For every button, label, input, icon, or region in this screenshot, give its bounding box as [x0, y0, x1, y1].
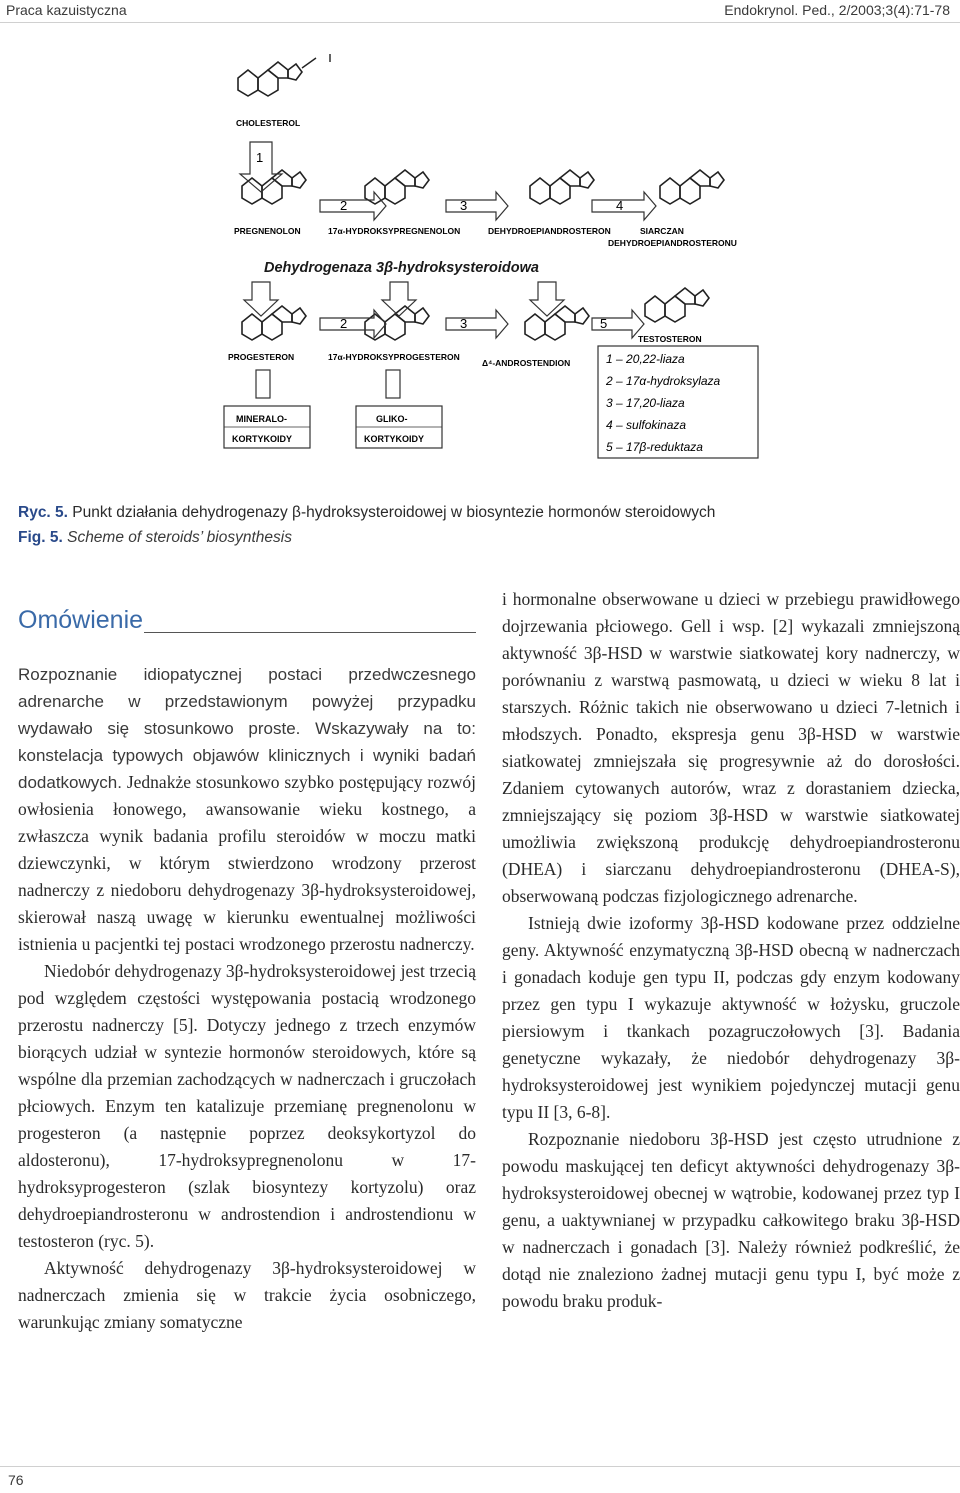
step-number-2-bottom: 2 — [340, 316, 348, 331]
right-column — [502, 586, 960, 1315]
label-sulfate-1: SIARCZAN — [640, 226, 684, 236]
step-number-5: 5 — [600, 316, 608, 331]
caption-polish — [18, 500, 918, 525]
left-column — [18, 661, 476, 1336]
step-number-2-top: 2 — [340, 198, 348, 213]
cholesterol-structure — [238, 62, 302, 96]
paragraph-6: Rozpoznanie niedoboru 3β-HSD jest często utrudnione z powodu maskującej ten deficyt aktywności dehydrogenazy 3β-hydroksysteroidowej obecnej w wątrobie, kodowanej przez typ I genu, a uaktywnianej w przypadku całkowitego braku 3β-HSD w nadnerczach i gonadach [3]. Należy również podkreślić, że dotąd nie znaleziono żadnej mutacji genu typu I, być może z powodu braku produk- — [502, 1129, 960, 1311]
label-progesteron: PROGESTERON — [228, 352, 295, 362]
arrow-step-2-top — [320, 192, 386, 220]
testosteron-structure — [645, 288, 709, 322]
arrow-step-4 — [592, 192, 656, 220]
step-number-4: 4 — [616, 198, 624, 213]
paragraph-1-lead: Rozpoznanie idiopatycznej postaci przedwczesnego adrenarche w przedstawionym powyżej przypadku wydawało się stosunkowo proste. Wskazywały na to: konstelacja typowych objawów klinicznych i wyniki badań dodatkowych. — [18, 665, 476, 792]
running-header — [0, 0, 960, 24]
progesteron-structure — [242, 306, 306, 340]
caption-english — [18, 525, 918, 550]
label-pregnenolon: PREGNENOLON — [234, 226, 301, 236]
paragraph-4: i hormonalne obserwowane u dzieci w przebiegu prawidłowego dojrzewania płciowego. Gell i wsp. [2] wykazali zmniejszoną aktywność 3β-HSD w warstwie siatkowatej kory nadnerczy, w porównaniu z warstwą pasmowatą, u dzieci w wieku 8 lat i starszych. Różnic takich nie obserwowano u dzieci 7-letnich i młodszych. Ponadto, ekspresja genu 3β-HSD w warstwie siatkowatej zmniejszała się progresywnie aż do dorosłości. Zdaniem cytowanych autorów, wraz z dorastaniem dziecka, zmniejszający się poziom 3β-HSD w warstwie siatkowatej umożliwia zwiększoną produkcję dehydroepiandrosteronu (DHEA) i siarczanu dehydroepiandrosteronu (DHEA-S), obserwowaną podczas fizjologicznego adrenarche. — [502, 589, 960, 906]
caption-pl-text: Punkt działania dehydrogenazy β-hydroksysteroidowej w biosyntezie hormonów steroidowych — [67, 504, 716, 521]
paragraph-3: Aktywność dehydrogenazy 3β-hydroksysteroidowej w nadnerczach zmienia się w trakcie życia osobniczego, warunkując zmiany somatyczne — [18, 1258, 476, 1332]
footer-divider — [0, 1466, 960, 1467]
gliko-label-2: KORTYKOIDY — [364, 434, 425, 444]
paragraph-1-body: Jednakże stosunkowo szybko postępujący rozwój owłosienia łonowego, awansowanie wieku kostnego, a zwłaszcza wynik badania profilu steroidów w moczu matki dziewczynki, w którym stwierdzono wrodzony przerost nadnerczy z niedoboru dehydrogenazy 3β-hydroksysteroidowej, skierował naszą uwagę w kierunku ewentualnej możliwości istnienia u pacjentki tej postaci wrodzonego przerostu nadnerczy. — [18, 772, 476, 954]
mineralo-label-2: KORTYKOIDY — [232, 434, 293, 444]
arrow-step-3-bottom — [446, 310, 508, 338]
caption-en-text: Scheme of steroids’ biosynthesis — [62, 529, 292, 546]
page-number: 76 — [8, 1472, 24, 1488]
article-type: Praca kazuistyczna — [6, 2, 127, 18]
pregnenolon-structure — [242, 170, 306, 204]
legend-item-2: 2 – 17α-hydroksylaza — [606, 374, 721, 388]
gliko-label-1: GLIKO- — [376, 414, 408, 424]
label-cholesterol: CHOLESTEROL — [236, 118, 301, 128]
paragraph-5: Istnieją dwie izoformy 3β-HSD kodowane przez oddzielne geny. Aktywność enzymatyczną 3β-HSD obecną w nadnerczach i gonadach koduje gen typu II, podczas gdy enzym kodowany przez gen typu I wykazuje aktywność w łożysku, gruczole piersiowym i tkankach pozagruczołowych [3]. Badania genetyczne wykazały, że niedobór dehydrogenazy 3β-hydroksysteroidowej jest wynikiem pojedynczej mutacji genu typu II [3, 6-8]. — [502, 913, 960, 1122]
legend-item-5: 5 – 17β-reduktaza — [606, 440, 703, 454]
paragraph-1 — [18, 661, 476, 958]
arrow-mineralo — [256, 370, 270, 398]
biosynthesis-diagram — [220, 50, 760, 460]
caption-pl-label: Ryc. 5. — [18, 504, 68, 521]
label-hydroxyprogesteron: 17α-HYDROKSYPROGESTERON — [328, 352, 460, 362]
header-divider — [0, 22, 960, 23]
label-hydroxypregnenolon: 17α-HYDROKSYPREGNENOLON — [328, 226, 461, 236]
step-number-3-bottom: 3 — [460, 316, 468, 331]
legend-item-1: 1 – 20,22-liaza — [606, 352, 685, 366]
dhea-structure — [530, 170, 594, 204]
section-heading — [18, 606, 476, 640]
legend-item-4: 4 – sulfokinaza — [606, 418, 687, 432]
arrow-step-3-top — [446, 192, 508, 220]
step-number-1: 1 — [256, 150, 264, 165]
label-androstendion: Δ⁴-ANDROSTENDION — [482, 358, 571, 368]
caption-en-label: Fig. 5. — [18, 529, 63, 546]
dhea-sulfate-structure — [660, 170, 724, 204]
arrow-gliko — [386, 370, 400, 398]
section-rule — [144, 632, 476, 633]
step-number-3-top: 3 — [460, 198, 468, 213]
journal-citation: Endokrynol. Ped., 2/2003;3(4):71-78 — [724, 2, 950, 18]
mineralo-label-1: MINERALO- — [236, 414, 287, 424]
section-title: Omówienie — [18, 606, 144, 634]
paragraph-2: Niedobór dehydrogenazy 3β-hydroksysteroidowej jest trzecią pod względem częstości występowania postacią wrodzonego przerostu nadnerczy [5]. Dotyczy jednego z trzech enzymów biorących udział w syntezie hormonów steroidowych, które są wspólne dla przemian zachodzących w nadnerczach i gruczołach płciowych. Enzym ten katalizuje przemianę pregnenolonu w progesteron (a następnie poprzez deoksykortyzol do aldosteronu), 17-hydroksypregnenolonu w 17-hydroksyprogesteron (szlak biosyntezy kortyzolu) oraz dehydroepiandrosteronu w androstendion i androstendionu w testosteron (ryc. 5). — [18, 961, 476, 1251]
enzyme-band-label: Dehydrogenaza 3β-hydroksysteroidowa — [264, 260, 539, 276]
androstendion-structure — [525, 306, 589, 340]
label-sulfate-2: DEHYDROEPIANDROSTERONU — [608, 238, 737, 248]
label-testosteron: TESTOSTERON — [638, 334, 702, 344]
figure-caption — [18, 500, 918, 550]
legend-item-3: 3 – 17,20-liaza — [606, 396, 685, 410]
arrow-3bhsd-1 — [244, 282, 278, 316]
steroid-biosynthesis-figure — [220, 50, 760, 460]
label-dhea: DEHYDROEPIANDROSTERON — [488, 226, 611, 236]
